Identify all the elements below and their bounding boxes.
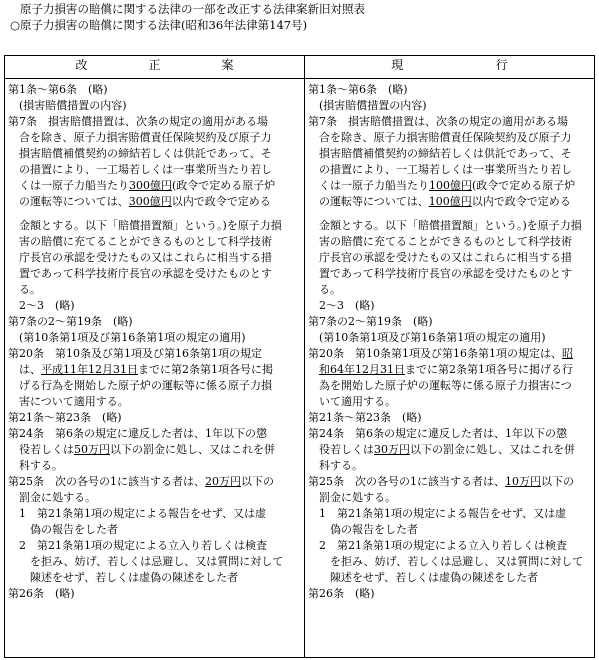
text-line: 損害賠償補償契約の締結若しくは供託であって、そ: [19, 147, 272, 160]
text-line: [8, 474, 301, 490]
text-line: 合を除き、原子力損害賠償責任保険契約及び原子力: [319, 131, 572, 144]
text-line: [8, 362, 301, 378]
text-line: 陳述をせず、若しくは虚偽の陳述をした者: [330, 571, 539, 584]
text-line: 第24条 第6条の規定に違反した者は、1年以下の懲: [308, 427, 567, 440]
text-line: 第1条～第6条 (略): [308, 83, 408, 96]
law-subtitle: ○原子力損害の賠償に関する法律(昭和36年法律第147号): [10, 18, 308, 32]
text-line: 庁長官の承認を受けたもの又はこれらに相当する措: [319, 251, 572, 264]
header-char: 案: [221, 58, 234, 72]
current-text-column: [305, 79, 595, 658]
text-line: 1 第21条第1項の規定による報告をせず、又は虚: [319, 507, 567, 520]
text-line: を拒み、妨げ、若しくは忌避し、又は質問に対して: [330, 555, 584, 568]
text-line: [308, 442, 591, 458]
text-span: 第25条 次の各号の1に該当する者は、: [8, 475, 205, 488]
text-span: 以内で政令で定める: [471, 195, 571, 208]
header-char: 改: [75, 58, 88, 72]
text-line: 偽の報告をした者: [330, 523, 418, 536]
changed-amount: 100億円: [429, 179, 472, 192]
text-line: [8, 442, 301, 458]
text-line: の措置により、一工場若しくは一事業所当たり若し: [19, 163, 272, 176]
text-line: 第1条～第6条 (略): [8, 83, 108, 96]
content-row: [5, 79, 595, 658]
text-line: の措置により、一工場若しくは一事業所当たり若し: [319, 163, 572, 176]
text-span: 以下の罰金に処し、又はこれを併: [110, 443, 275, 456]
text-line: 2 第21条第1項の規定による立入り若しくは検査: [19, 539, 267, 552]
text-line: (第10条第1項及び第16条第1項の規定の適用): [19, 331, 246, 344]
text-line: [8, 194, 301, 210]
text-line: 罰金に処する。: [319, 491, 396, 504]
text-line: 第7条 損害賠償措置は、次条の規定の適用がある場: [308, 115, 568, 128]
text-line: 第7条 損害賠償措置は、次条の規定の適用がある場: [8, 115, 268, 128]
text-line: 為を開始した原子炉の運転等に係る原子力損害につ: [319, 379, 572, 392]
text-line: 庁長官の承認を受けたもの又はこれらに相当する措: [19, 251, 272, 264]
text-line: 害の賠償に充てることができるものとして科学技術: [19, 235, 272, 248]
text-line: [308, 194, 591, 210]
text-line: 第26条 (略): [8, 587, 75, 600]
text-span: は、: [19, 363, 41, 376]
text-line: (第10条第1項及び第16条第1項の規定の適用): [319, 331, 546, 344]
changed-date: 平成11年12月31日: [41, 363, 138, 376]
text-span: 以下の: [241, 475, 274, 488]
text-line: 2～3 (略): [319, 299, 375, 312]
changed-amount: 10万円: [505, 475, 541, 488]
text-line: る。: [319, 283, 341, 296]
text-span: 役若しくは: [19, 443, 74, 456]
text-line: 金額とする。以下「賠償措置額」という。)を原子力損: [19, 219, 282, 232]
text-line: 第21条～第23条 (略): [8, 411, 122, 424]
text-span: 以下の罰金に処し、又はこれを併: [410, 443, 575, 456]
text-span: 第20条 第10条第1項及び第16条第1項の規定は、: [308, 347, 562, 360]
text-line: 科する。: [19, 459, 63, 472]
text-span: (政令で定める原子炉: [472, 179, 576, 192]
text-line: 害について適用する。: [19, 395, 129, 408]
header-char: 正: [148, 58, 161, 72]
text-line: げる行為を開始した原子炉の運転等に係る原子力損: [19, 379, 272, 392]
text-span: の運転等については、: [19, 195, 129, 208]
changed-amount: 30万円: [374, 443, 410, 456]
text-line: 第7条の2～第19条 (略): [308, 315, 433, 328]
text-line: を拒み、妨げ、若しくは忌避し、又は質問に対して: [30, 555, 284, 568]
text-span: 第25条 次の各号の1に該当する者は、: [308, 475, 505, 488]
text-line: る。: [19, 283, 41, 296]
text-line: (損害賠償措置の内容): [319, 99, 427, 112]
text-line: 第20条 第10条及び第1項及び第16条第1項の規定: [8, 347, 262, 360]
text-span: 以下の: [541, 475, 574, 488]
text-line: 金額とする。以下「賠償措置額」という。)を原子力損: [319, 219, 582, 232]
text-line: 偽の報告をした者: [30, 523, 118, 536]
text-line: [308, 346, 591, 362]
changed-date: 和64年12月31日: [319, 363, 405, 376]
text-line: 陳述をせず、若しくは虚偽の陳述をした者: [30, 571, 239, 584]
text-line: 第24条 第6条の規定に違反した者は、1年以下の懲: [8, 427, 267, 440]
text-line: 損害賠償補償契約の締結若しくは供託であって、そ: [319, 147, 572, 160]
text-line: 第7条の2～第19条 (略): [8, 315, 133, 328]
text-span: (政令で定める原子炉: [172, 179, 276, 192]
text-line: 第21条～第23条 (略): [308, 411, 422, 424]
text-span: くは一原子力船当たり: [319, 179, 429, 192]
text-span: くは一原子力船当たり: [19, 179, 129, 192]
text-line: 科する。: [319, 459, 363, 472]
text-line: 害の賠償に充てることができるものとして科学技術: [319, 235, 572, 248]
column-header-amended: [5, 56, 305, 79]
text-line: [308, 474, 591, 490]
text-span: までに第2条第1項各号に掲: [138, 363, 273, 376]
changed-amount: 100億円: [428, 195, 472, 208]
text-span: 以内で政令で定める: [171, 195, 271, 208]
changed-amount: 300億円: [129, 179, 172, 192]
text-line: いて適用する。: [319, 395, 396, 408]
text-span: 役若しくは: [319, 443, 374, 456]
text-line: [308, 362, 591, 378]
column-header-current: [305, 56, 595, 79]
comparison-table: [4, 55, 595, 658]
text-line: [308, 178, 591, 194]
amended-text-column: [5, 79, 305, 658]
text-line: [8, 178, 301, 194]
text-line: 合を除き、原子力損害賠償責任保険契約及び原子力: [19, 131, 272, 144]
changed-amount: 20万円: [205, 475, 241, 488]
text-line: 1 第21条第1項の規定による報告をせず、又は虚: [19, 507, 267, 520]
column-header-row: [5, 56, 595, 79]
header-char: 現: [391, 58, 404, 72]
changed-date: 昭: [562, 347, 573, 360]
text-line: 罰金に処する。: [19, 491, 96, 504]
document-title: 原子力損害の賠償に関する法律の一部を改正する法律案新旧対照表: [20, 2, 365, 16]
changed-amount: 50万円: [74, 443, 110, 456]
text-line: 置であって科学技術庁長官の承認を受けたものとす: [319, 267, 572, 280]
text-line: (損害賠償措置の内容): [19, 99, 127, 112]
text-line: 2～3 (略): [19, 299, 75, 312]
text-span: までに第2条第1項各号に掲げる行: [405, 363, 573, 376]
text-line: 第26条 (略): [308, 587, 375, 600]
text-line: 置であって科学技術庁長官の承認を受けたものとす: [19, 267, 272, 280]
text-line: 2 第21条第1項の規定による立入り若しくは検査: [319, 539, 567, 552]
text-span: の運転等については、: [319, 195, 429, 208]
changed-amount: 300億円: [128, 195, 172, 208]
header-char: 行: [495, 58, 508, 72]
